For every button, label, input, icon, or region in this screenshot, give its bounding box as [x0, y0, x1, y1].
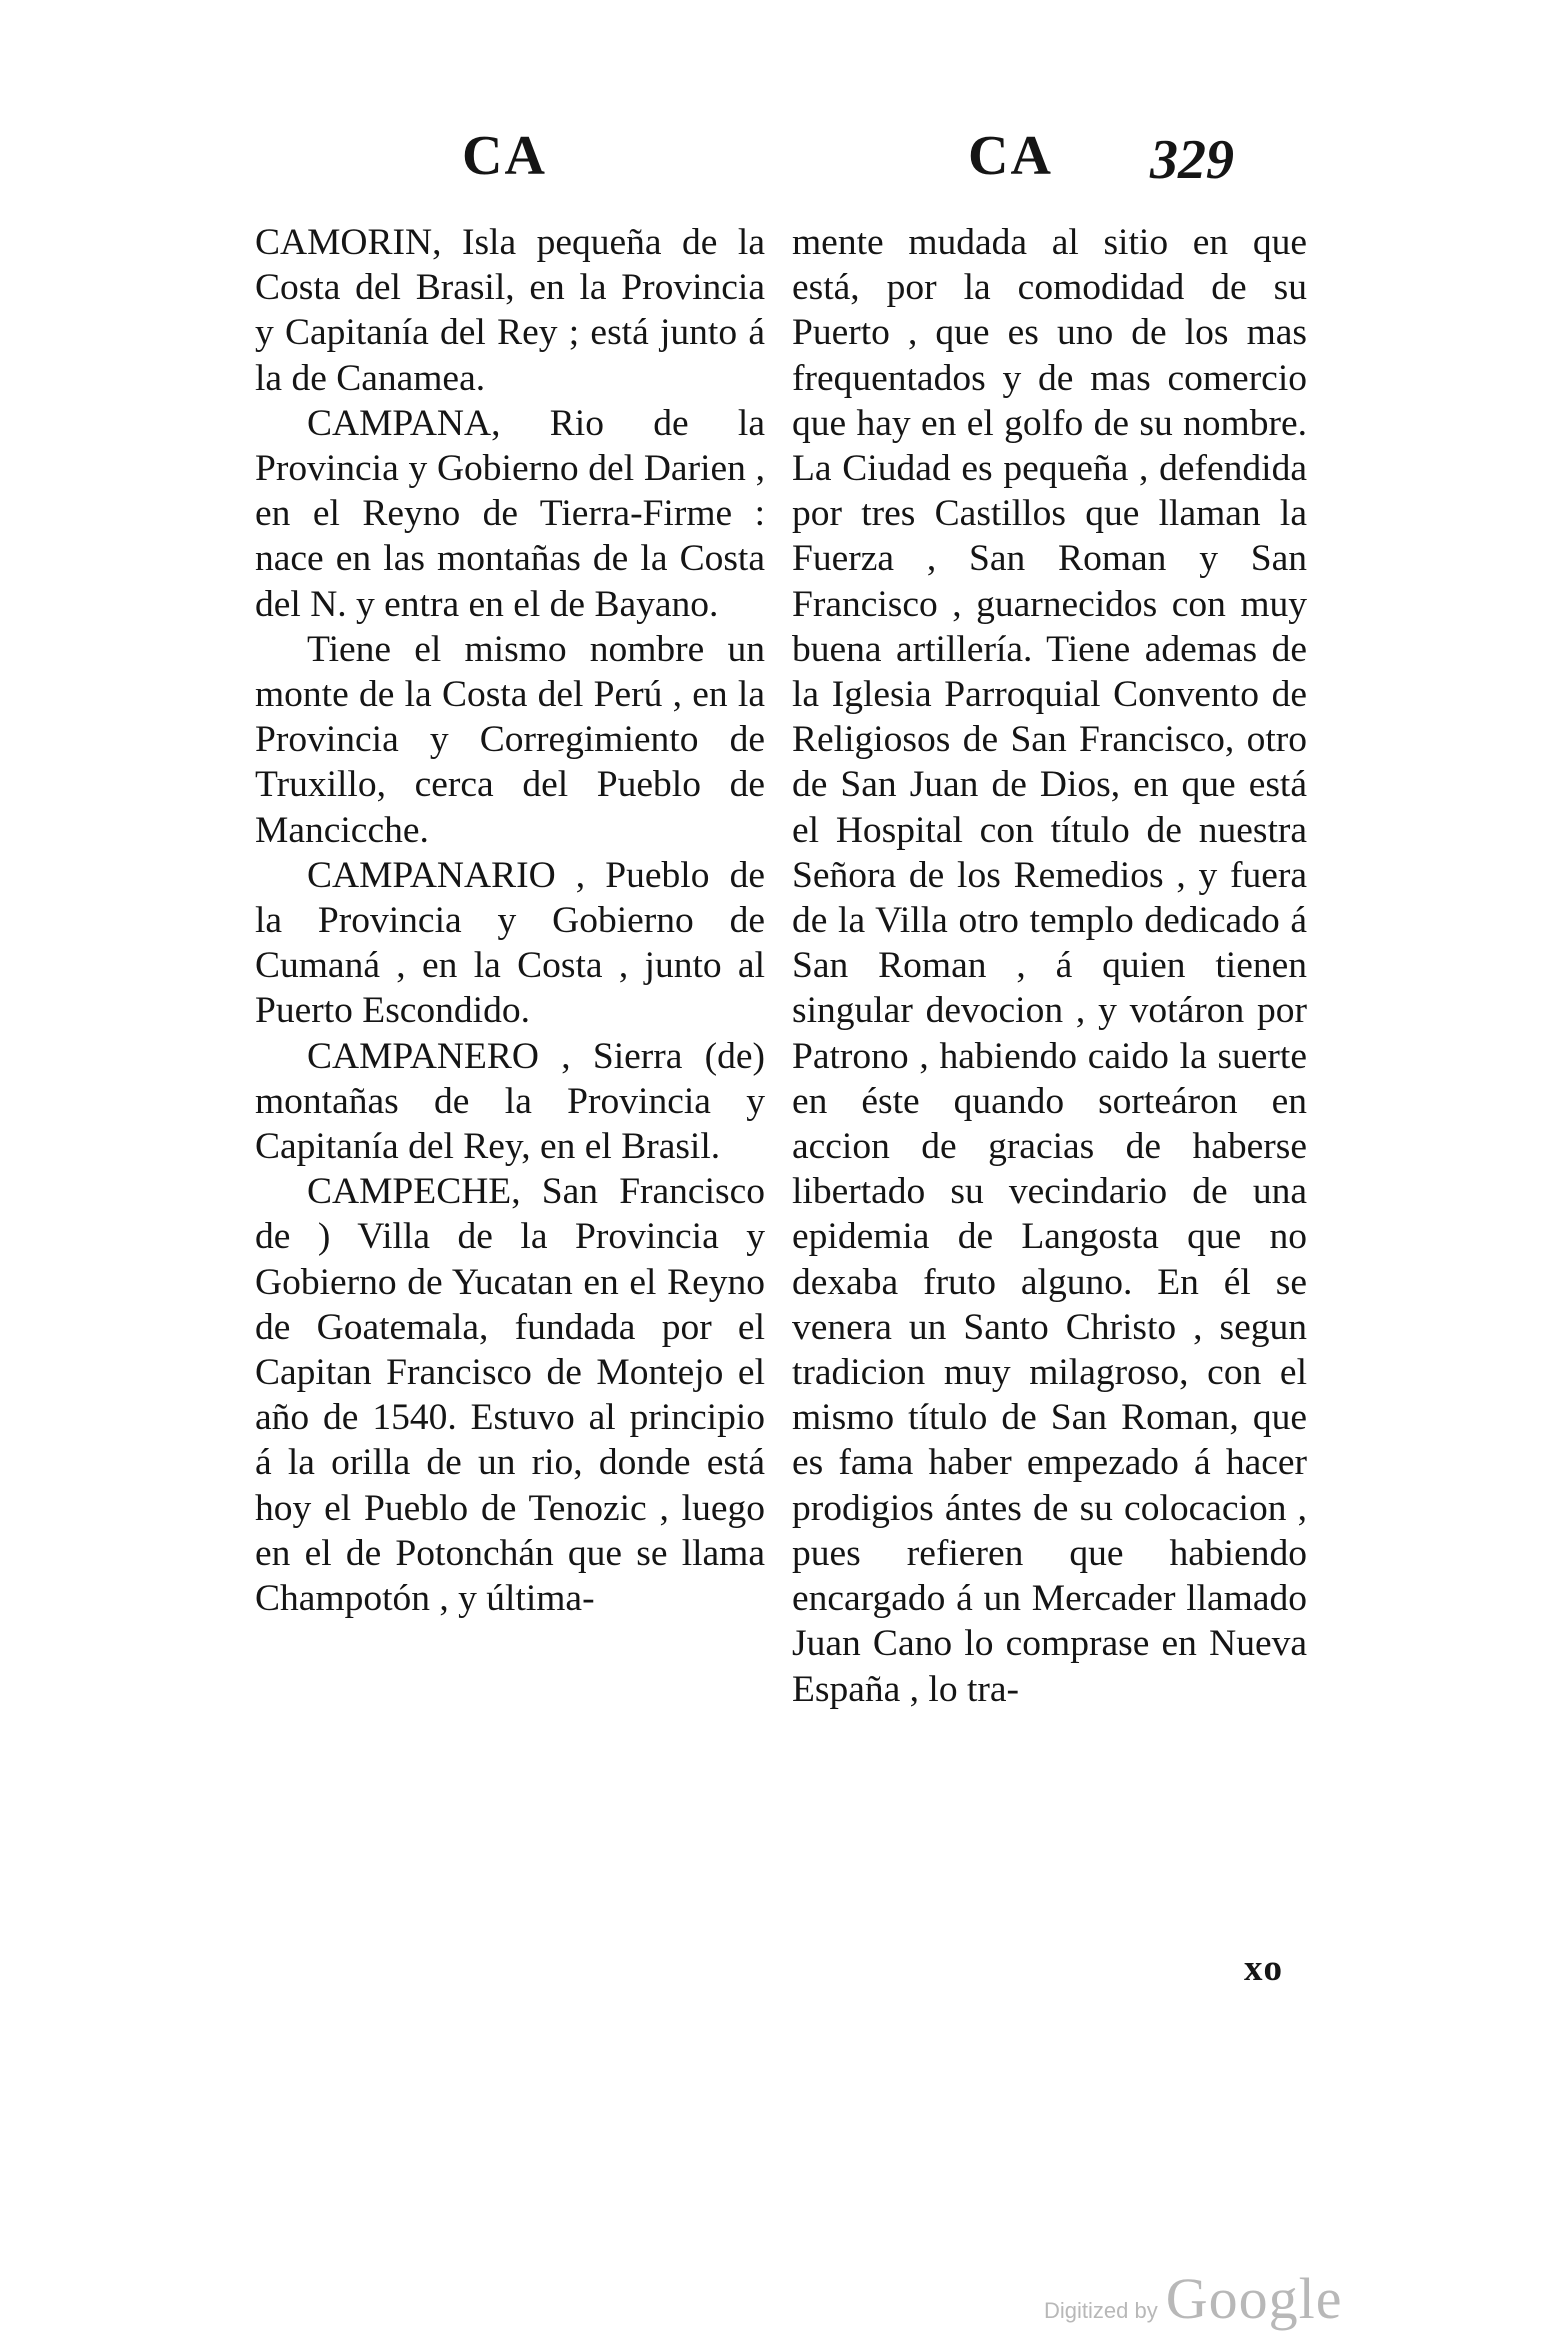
entry-campanario: CAMPANARIO , Pueblo de la Provincia y Gobierno de Cumaná , en la Costa , junto al Puerto Escondido.	[255, 854, 765, 1032]
catchword: xo	[1244, 1948, 1283, 1989]
left-column	[255, 220, 765, 1621]
entry-campanero: CAMPANERO , Sierra (de) montañas de la Provincia y Capitanía del Rey, en el Brasil.	[255, 1035, 765, 1168]
right-column	[792, 220, 1307, 1712]
running-head-left: CA	[462, 125, 547, 187]
entry-campeche: CAMPECHE, San Francisco de ) Villa de la Provincia y Gobierno de Yucatan en el Reyno de Goatemala, fundada por el Capitan Francisco de Montejo el año de 1540. Estuvo al principio á la orilla de un rio, donde está hoy el Pueblo de Tenozic , luego en el de Potonchán que se llama Champotón , y última-	[255, 1171, 765, 1620]
entry-campana: CAMPANA, Rio de la Provincia y Gobierno del Darien , en el Reyno de Tierra-Firme : nace en las montañas de la Costa del N. y entra en el de Bayano.	[255, 402, 765, 625]
entry-campeche-continued: mente mudada al sitio en que está, por la comodidad de su Puerto , que es uno de los mas frequentados y de mas comercio que hay en el golfo de su nombre. La Ciudad es pequeña , defendida por tres Castillos que llaman la Fuerza , San Roman y San Francisco , guarnecidos con muy buena artillería. Tiene ademas de la Iglesia Parroquial Convento de Religiosos de San Francisco, otro de San Juan de Dios, en que está el Hospital con título de nuestra Señora de los Remedios , y fuera de la Villa otro templo dedicado á San Roman , á quien tienen singular devocion , y votáron por Patrono , habiendo caido la suerte en éste quando sorteáron en accion de gracias de haberse libertado su vecindario de una epidemia de Langosta que no dexaba fruto alguno. En él se venera un Santo Christo , segun tradicion muy milagroso, con el mismo título de San Roman, que es fama haber empezado á hacer prodigios ántes de su colocacion , pues refieren que habiendo encargado á un Mercader llamado Juan Cano lo comprase en Nueva España , lo tra-	[792, 222, 1307, 1710]
entry-camorin: CAMORIN, Isla pequeña de la Costa del Brasil, en la Provincia y Capitanía del Rey ; está junto á la de Canamea.	[255, 222, 765, 399]
running-head-right: CA	[968, 125, 1053, 187]
page-number: 329	[1150, 129, 1234, 191]
google-logo: Google	[1165, 2266, 1343, 2331]
entry-campana-monte: Tiene el mismo nombre un monte de la Costa del Perú , en la Provincia y Corregimiento de Truxillo, cerca del Pueblo de Mancicche.	[255, 628, 765, 851]
digitized-by-google-watermark	[1044, 2265, 1342, 2332]
watermark-prefix: Digitized by	[1044, 2298, 1158, 2323]
